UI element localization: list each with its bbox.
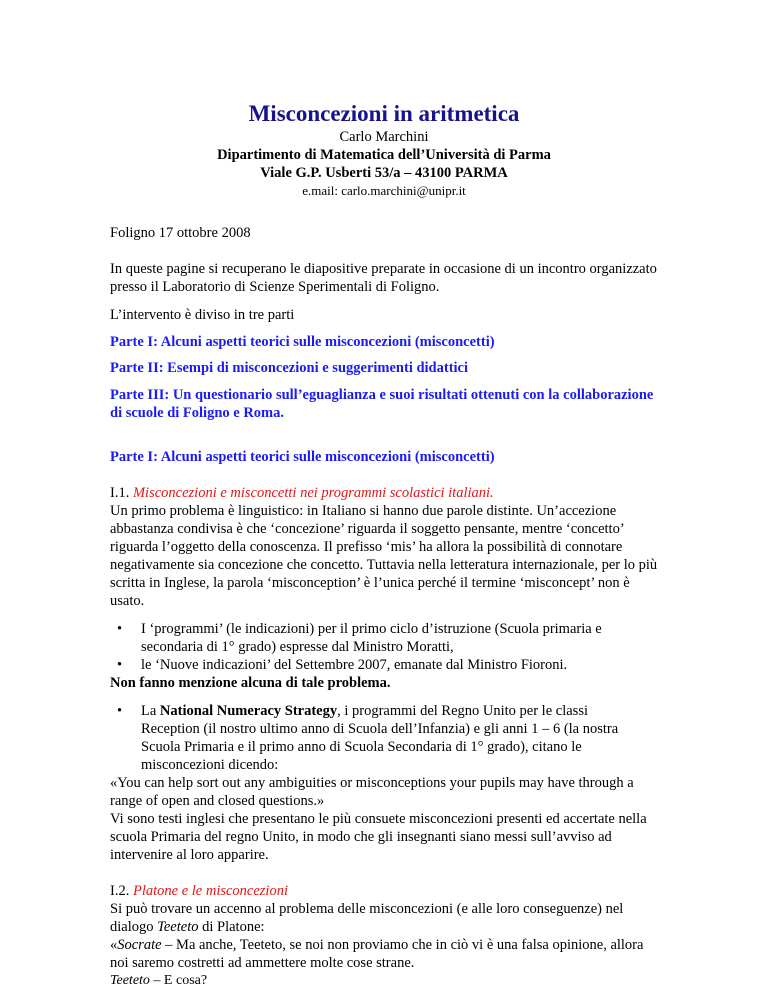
paragraph-line: scuola Primaria del regno Unito, in modo che gli insegnanti siano messi sull’avviso ad [110,829,612,845]
bullet-text: secondaria di 1° grado) espresse dal Ministro Moratti, [141,639,454,655]
quote-line: range of open and closed questions.» [110,793,325,809]
text-post: di Platone: [198,919,265,935]
bullet-icon: • [117,703,123,719]
quote-line: «You can help sort out any ambiguities or misconceptions your pupils may have through a [110,775,634,791]
subsection-heading-1 [110,484,494,502]
bullet-text: le ‘Nuove indicazioni’ del Settembre 2007, emanate dal Ministro Fioroni. [141,657,568,673]
subsection-heading-2 [110,882,288,900]
bullet-text-post: , i programmi del Regno Unito per le classi [337,703,588,719]
footer-page-number [374,978,394,992]
speaker-name: Socrate [117,937,162,953]
paragraph-line: intervenire al loro apparire. [110,847,269,863]
nns-name: National Numeracy Strategy [159,703,338,719]
intro-parts-lead: L’intervento è diviso in tre parti [110,307,295,323]
bullet-text: Reception (il nostro ultimo anno di Scuola dell’Infanzia) e gli anni 1 – 6 (la nostra [141,721,619,737]
bullet-icon: • [117,657,123,673]
document-title: Misconcezioni in aritmetica [248,101,520,126]
paragraph-line: Un primo problema è linguistico: in Italiano si hanno due parole distinte. Un’accezione [110,503,617,519]
author-name: Carlo Marchini [339,129,429,145]
paragraph-line: riguarda l’oggetto della conoscenza. Il prefisso ‘mis’ ha allora la possibilità di connotare [110,539,623,555]
paragraph-line: negativamente sia concezione che concetto. Tuttavia nella letteratura internazionale, per lo più [110,557,658,573]
part-link-1: Parte I: Alcuni aspetti teorici sulle misconcezioni (misconcetti) [110,334,495,350]
dialogue-title: Teeteto [157,919,199,935]
paragraph-line: usato. [110,593,145,609]
section-heading: Parte I: Alcuni aspetti teorici sulle misconcezioni (misconcetti) [110,449,495,465]
no-mention-line: Non fanno menzione alcuna di tale problema. [110,675,391,691]
paragraph-line: abbastanza condivisa è che ‘concezione’ riguarda il soggetto pensante, mentre ‘concetto’ [110,521,625,537]
email-link[interactable]: e.mail: carlo.marchini@unipr.it [302,183,466,198]
dialogue-text: – E cosa? [149,973,208,988]
speaker-name: Teeteto [110,973,150,988]
text-pre: dialogo [110,919,158,935]
subsection-title: Platone e le misconcezioni [132,883,288,899]
intro-paragraph-line: In queste pagine si recuperano le diapositive preparate in occasione di un incontro organizzato [110,261,657,277]
part-link-3: Parte III: Un questionario sull’eguaglianza e suoi risultati ottenuti con la collaborazione [110,387,654,403]
paragraph-line: noi saremo costretti ad ammettere molte cose strane. [110,955,415,971]
bullet-text-pre: La [141,703,160,719]
part-link-2: Parte II: Esempi di misconcezioni e suggerimenti didattici [110,360,469,376]
dialogue-text: – Ma anche, Teeteto, se noi non proviamo che in ciò vi è una falsa opinione, allora [161,937,644,953]
paragraph-line [110,972,207,990]
date-line: Foligno 17 ottobre 2008 [110,225,251,241]
bullet-text: misconcezioni dicendo: [141,757,279,773]
paragraph-line [110,918,265,936]
bullet-text [141,702,588,720]
intro-paragraph-line: presso il Laboratorio di Scienze Sperimentali di Foligno. [110,279,440,295]
paragraph-line: Vi sono testi inglesi che presentano le più consuete misconcezioni presenti ed accertate nella [110,811,647,827]
paragraph-line: Si può trovare un accenno al problema delle misconcezioni (e alle loro conseguenze) nel [110,901,624,917]
subsection-number: I.2. [110,883,130,899]
quote-open: « [110,937,118,953]
bullet-icon: • [117,621,123,637]
bullet-text: Scuola Primaria e il primo anno di Scuola Secondaria di 1° grado), citano le [141,739,582,755]
paragraph-line: scritta in Inglese, la parola ‘misconception’ è l’unica perché il termine ‘misconcept’ non è [110,575,630,591]
subsection-title: Misconcezioni e misconcetti nei programmi scolastici italiani. [132,485,494,501]
bullet-text: I ‘programmi’ (le indicazioni) per il primo ciclo d’istruzione (Scuola primaria e [141,621,602,637]
paragraph-line [110,936,643,954]
subsection-number: I.1. [110,485,130,501]
address: Viale G.P. Usberti 53/a – 43100 PARMA [260,165,508,181]
department: Dipartimento di Matematica dell’Università di Parma [217,147,551,163]
part-link-3-cont: di scuole di Foligno e Roma. [110,405,285,421]
